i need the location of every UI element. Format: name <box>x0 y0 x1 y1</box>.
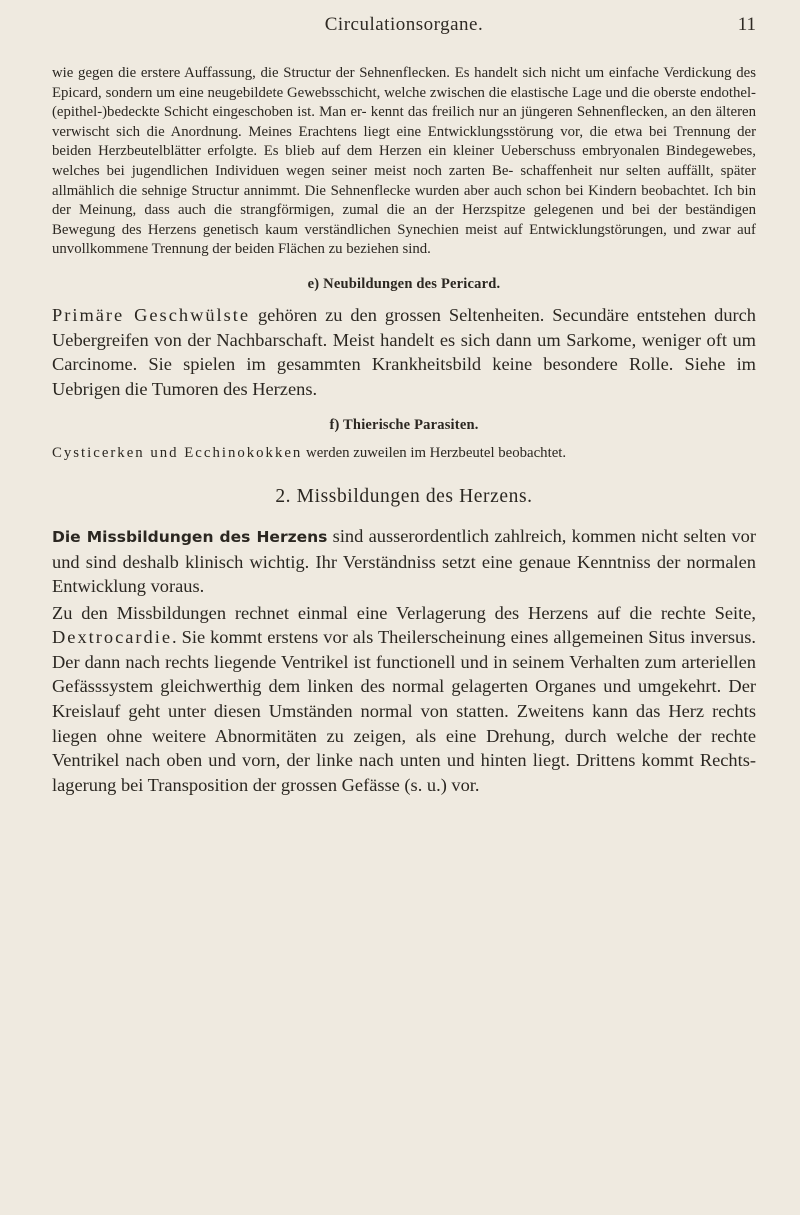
running-title: Circulationsorgane. <box>324 14 484 35</box>
term-primaere-geschwuelste: Primäre Geschwülste <box>52 304 251 325</box>
paragraph-neubildungen-text: gehören zu den grossen Seltenheiten. Secundäre entstehen durch Uebergreifen von der Nachbarschaft. Meist handelt es sich dann um Sarkome, weniger oft um Carcinome. Sie spielen im gesammten Krankheitsbild keine besondere Rolle. Siehe im Uebrigen die Tumoren des Herzens. <box>52 304 756 399</box>
heading-neubildungen-pericard: e) Neubildungen des Pericard. <box>307 275 501 292</box>
page-header <box>52 14 756 44</box>
term-dextrocardie: Dextrocardie <box>52 627 172 648</box>
paragraph-missbildungen-2 <box>52 601 756 798</box>
page-number: 11 <box>737 14 756 35</box>
heading-thierische-parasiten: f) Thierische Parasiten. <box>329 417 479 434</box>
paragraph-parasiten <box>52 444 756 464</box>
term-cysticerken: Cysticerken und Ecchinokokken <box>52 445 303 462</box>
paragraph-neubildungen <box>52 303 756 401</box>
paragraph-missbildungen-1 <box>52 524 756 599</box>
paragraph-missbildungen-1-text: sind ausserordentlich zahlreich, kommen nicht selten vor und sind deshalb klinisch wichtig. Ihr Verständniss setzt eine genaue Kenntniss der normalen Entwicklung voraus. <box>52 525 756 597</box>
term-missbildungen: Die Missbildungen des Herzens <box>52 527 328 546</box>
heading-missbildungen-herzens: 2. Missbildungen des Herzens. <box>275 485 533 507</box>
paragraph-parasiten-text: werden zuweilen im Herzbeutel beobachtet. <box>302 445 567 462</box>
body-text <box>52 64 756 797</box>
paragraph-missbildungen-2-start: Zu den Missbildungen rechnet einmal eine Verlagerung des Herzens auf die rechte Seite, <box>52 602 756 623</box>
paragraph-missbildungen-2-rest: . Sie kommt erstens vor als Theilerscheinung eines allgemeinen Situs inversus. Der dann nach rechts liegende Ventrikel ist functionell und in seinem Verhalten zum arteriellen Gefässsystem gleichwerthig dem linken des normal gelagerten Organes und umgekehrt. Der Kreislauf geht unter diesen Umständen normal von statten. Zweitens kann das Herz rechts liegen ohne weitere Abnormitäten zu zeigen, als eine Drehung, durch welche der rechte Ventrikel nach oben und vorn, der linke nach unten und hinten liegt. Drittens kommt Rechts- lagerung bei Transposition der grossen Gefässe (s. u.) vor. <box>52 627 756 795</box>
paragraph-sehnenflecken: wie gegen die erstere Auffassung, die Structur der Sehnenflecken. Es handelt sich nicht um einfache Verdickung des Epicard, sondern um eine neugebildete Gewebsschicht, welche zwischen die elastische Lage und die oberste endothel-(epithel-)bedeckte Schicht eingeschoben ist. Man er- kennt das freilich nur an jüngeren Sehnenflecken, an den älteren verwischt sich die Anordnung. Meines Erachtens liegt eine Entwicklungsstörung vor, die etwa bei Trennung der beiden Herzbeutelblätter erfolgte. Es blieb auf dem Herzen ein kleiner Ueberschuss embryonalen Bindegewebes, welches bei jugendlichen Individuen wegen seiner meist noch zarten Be- schaffenheit nur selten auffällt, später allmählich die sehnige Structur annimmt. Die Sehnenflecke wurden aber auch schon bei Kindern beobachtet. Ich bin der Meinung, dass auch die strangförmigen, zumal die an der Herzspitze gelegenen und bei der beständigen Bewegung des Herzens genetisch kaum verständlichen Synechien meist auf Entwicklungstörungen, und zwar auf unvollkommene Trennung der beiden Flächen zu beziehen sind. <box>52 65 756 258</box>
